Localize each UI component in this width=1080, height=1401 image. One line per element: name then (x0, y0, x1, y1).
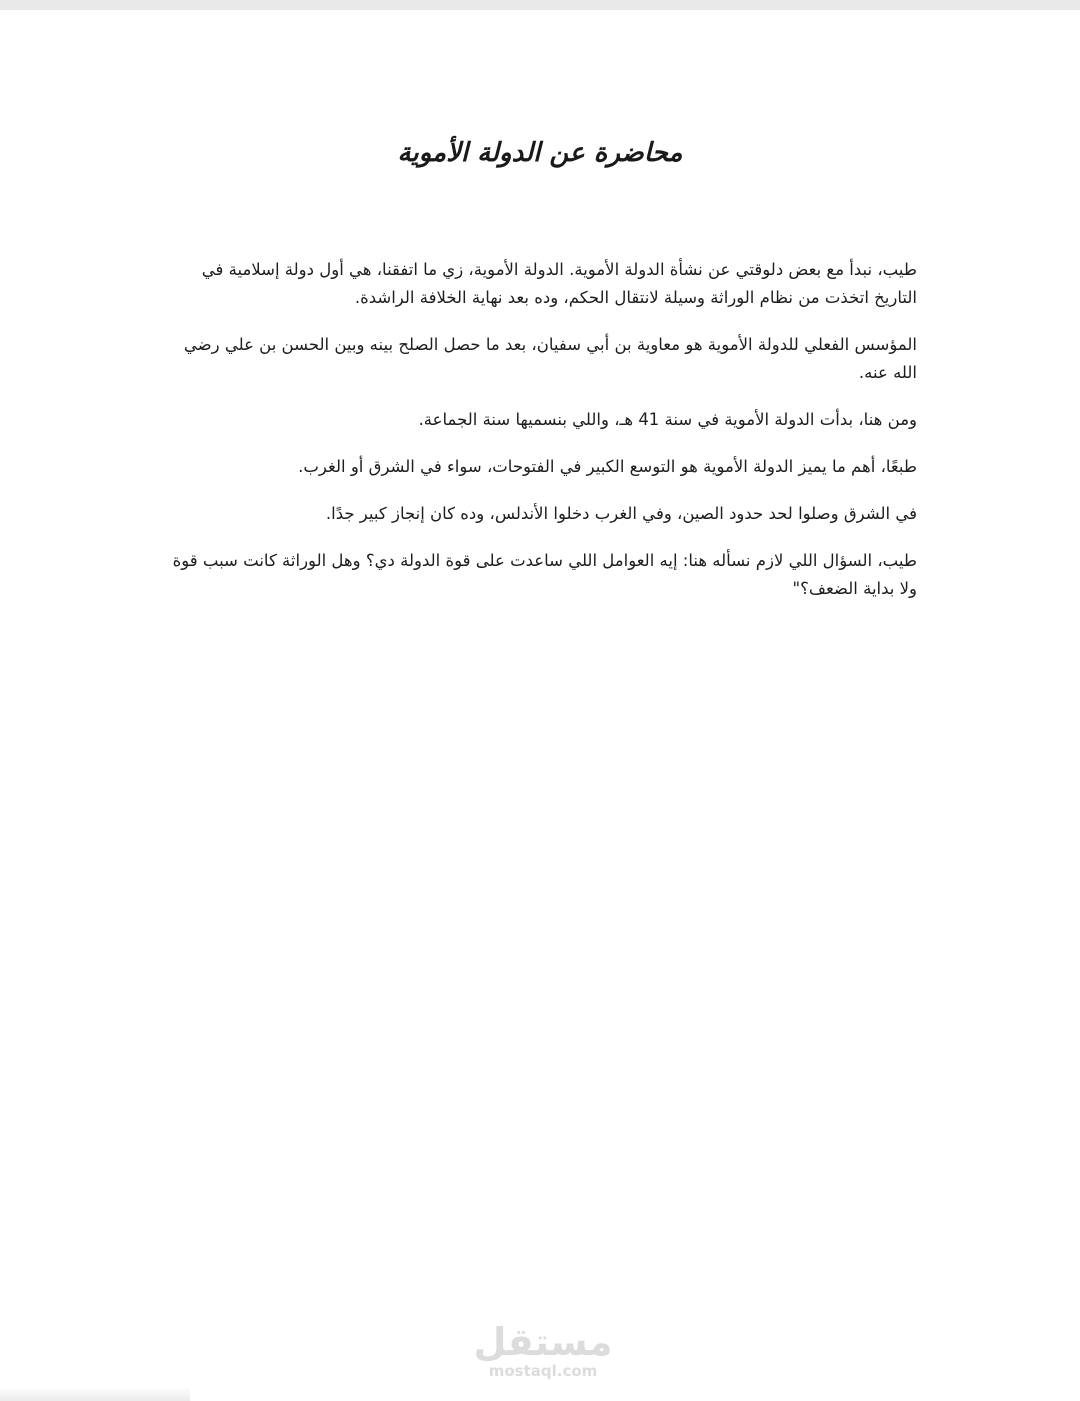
document-title: محاضرة عن الدولة الأموية (397, 138, 683, 168)
document-body (165, 256, 917, 622)
paragraph: طبعًا، أهم ما يميز الدولة الأموية هو التوسع الكبير في الفتوحات، سواء في الشرق أو الغرب. (298, 457, 917, 476)
paragraph: في الشرق وصلوا لحد حدود الصين، وفي الغرب دخلوا الأندلس، وده كان إنجاز كبير جدًا. (325, 504, 917, 523)
paragraph: طيب، نبدأ مع بعض دلوقتي عن نشأة الدولة الأموية. الدولة الأموية، زي ما اتفقنا، هي أول دولة إسلامية في التاريخ اتخذت من نظام الوراثة وسيلة لانتقال الحكم، وده بعد نهاية الخلافة الراشدة. (201, 260, 917, 307)
document-page (0, 10, 1080, 1401)
top-edge-strip (0, 0, 1080, 10)
paragraph: ومن هنا، بدأت الدولة الأموية في سنة 41 هـ، واللي بنسميها سنة الجماعة. (418, 410, 917, 429)
watermark-logo: مستقل (473, 1320, 613, 1364)
paragraph: طيب، السؤال اللي لازم نسأله هنا: إيه العوامل اللي ساعدت على قوة الدولة دي؟ وهل الوراثة كانت سبب قوة ولا بداية الضعف؟" (172, 551, 917, 598)
page-corner-shadow (0, 1387, 190, 1401)
watermark-domain: mostaql.com (488, 1362, 598, 1380)
paragraph: المؤسس الفعلي للدولة الأموية هو معاوية بن أبي سفيان، بعد ما حصل الصلح بينه وبين الحسن بن علي رضي الله عنه. (183, 335, 917, 382)
watermark (458, 1322, 628, 1380)
